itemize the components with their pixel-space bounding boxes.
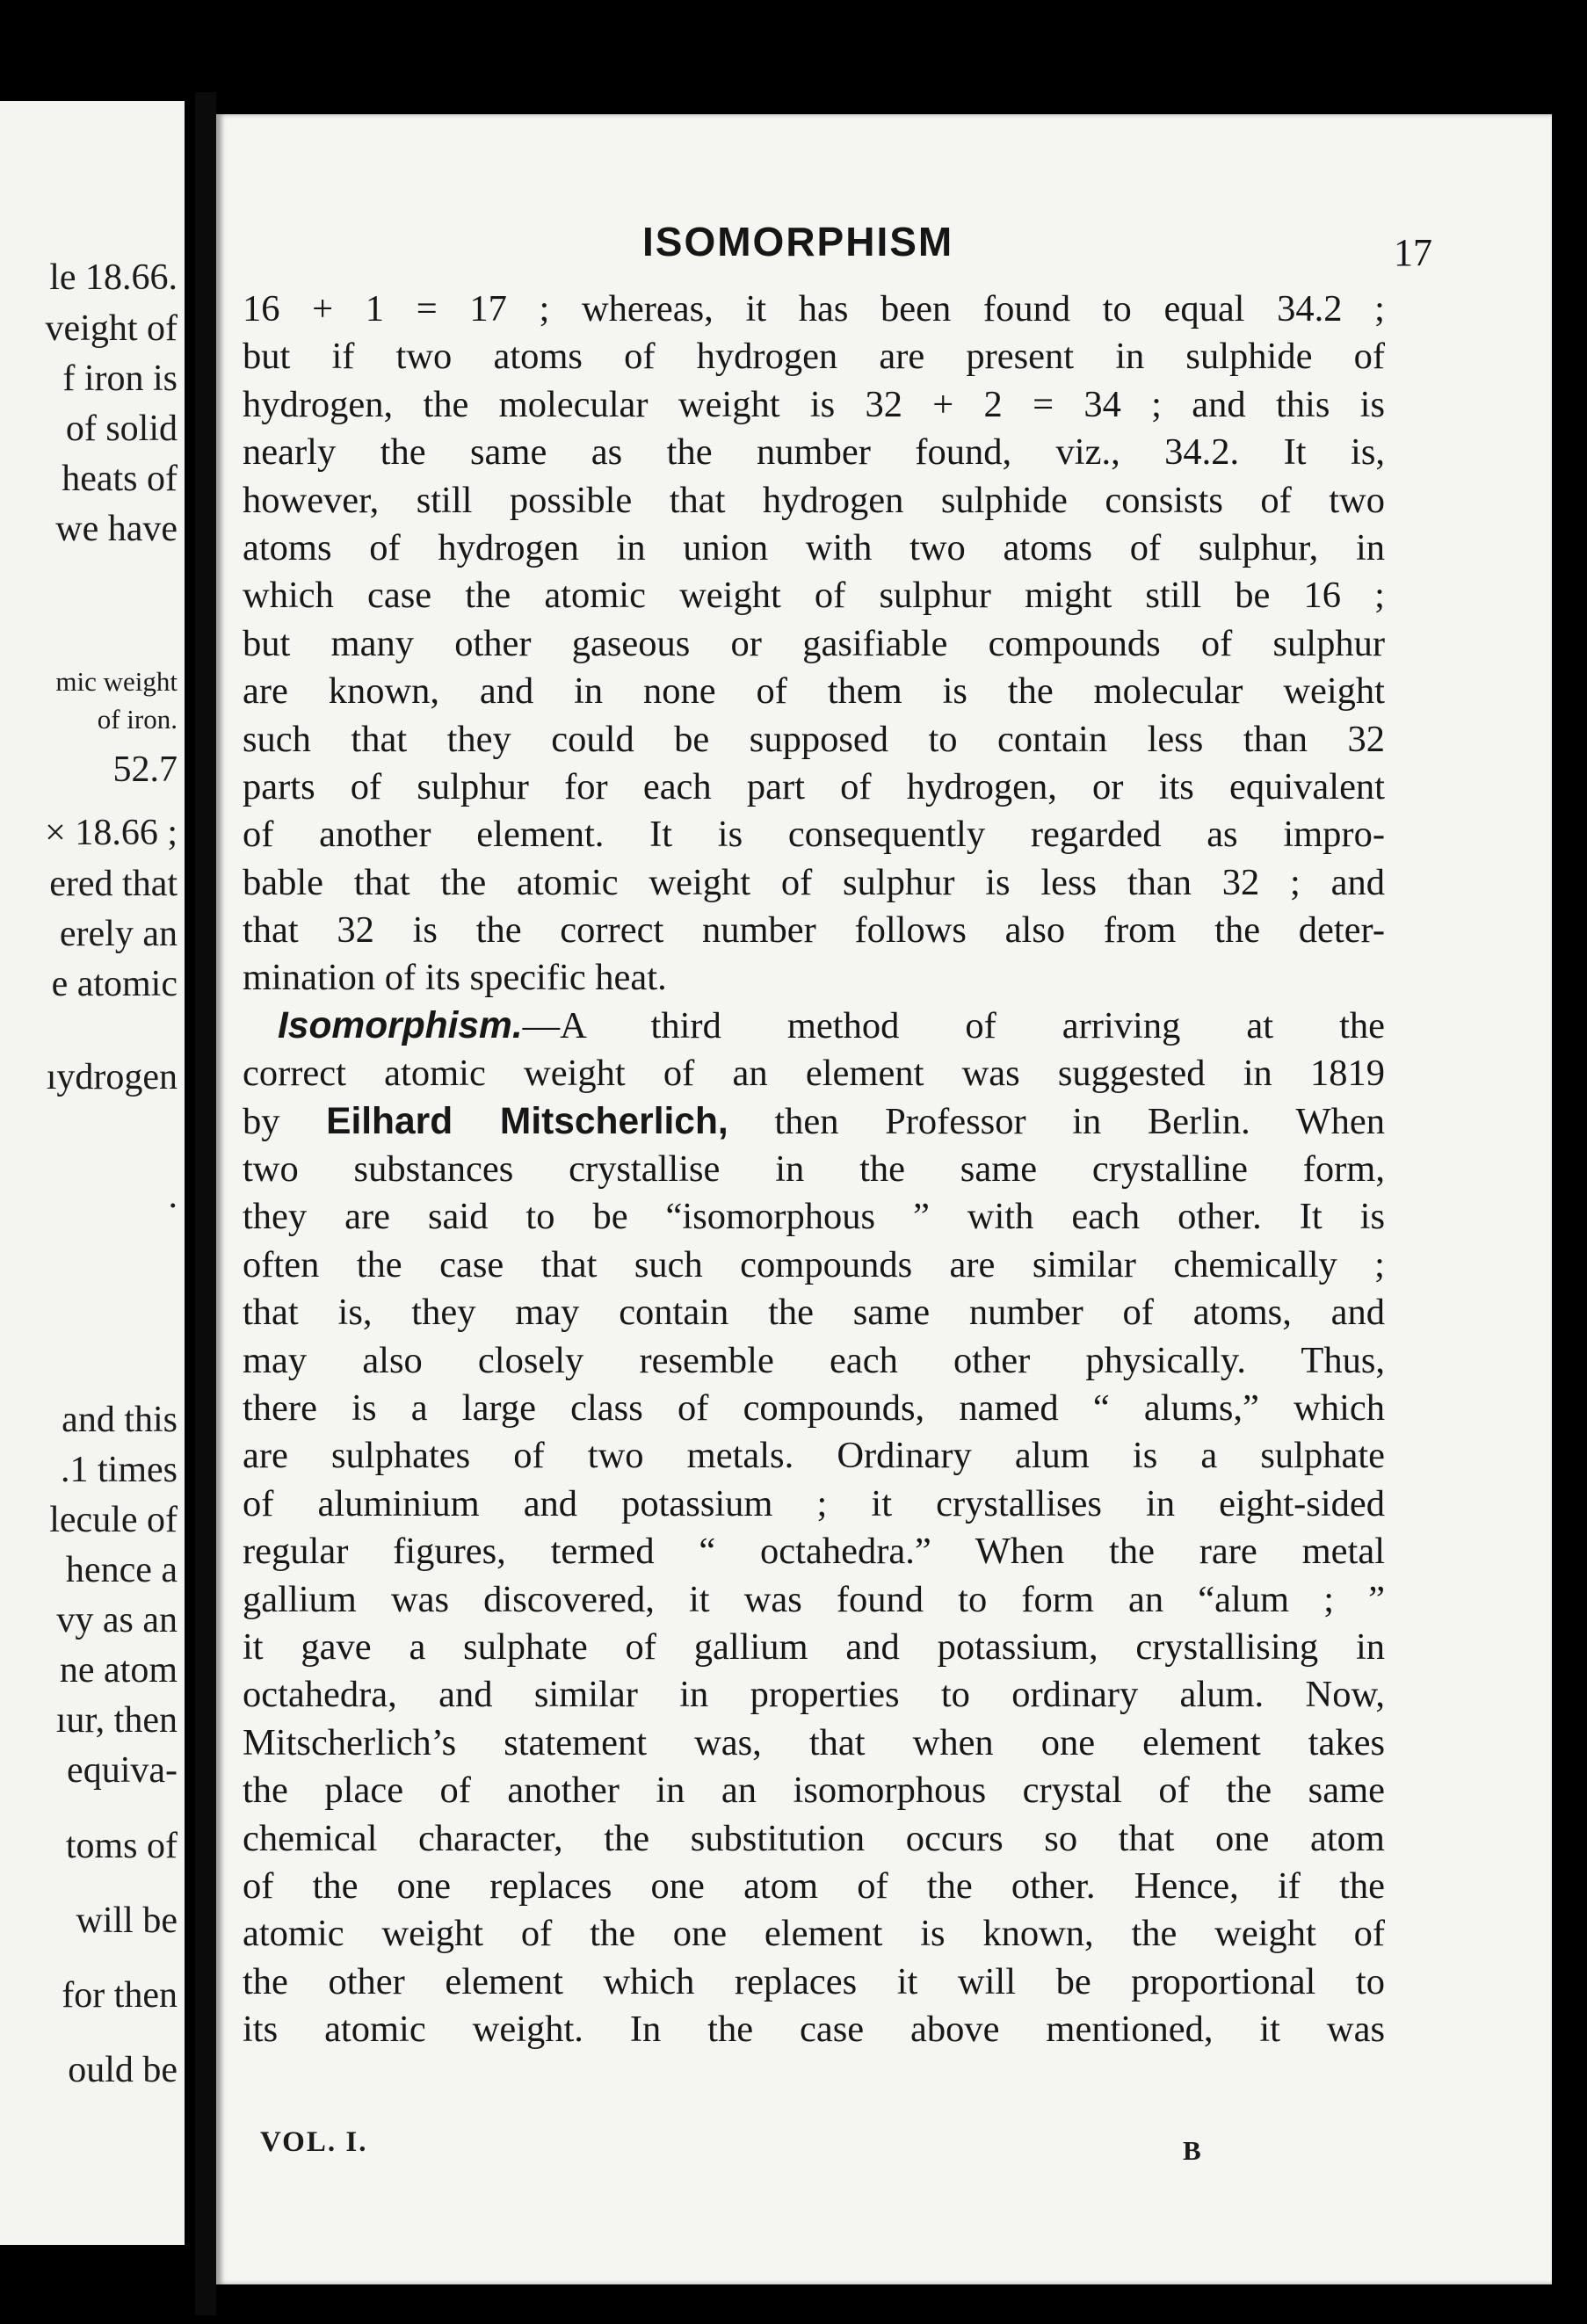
text-line: of another element. It is consequently regarded as impro- xyxy=(243,814,1385,856)
left-page-line: × 18.66 ; xyxy=(45,813,178,853)
text-line: however, still possible that hydrogen sulphide consists of two xyxy=(243,479,1385,521)
section-heading: Isomorphism. xyxy=(278,1004,523,1046)
running-head xyxy=(216,218,1552,274)
text-line: its atomic weight. In the case above mentioned, it was xyxy=(243,2009,1385,2051)
left-page-line: .1 times xyxy=(61,1450,178,1490)
volume-footer: VOL. I. xyxy=(260,2126,368,2158)
text-line: that is, they may contain the same number of atoms, and xyxy=(243,1292,1385,1334)
text-line: atoms of hydrogen in union with two atoms of sulphur, in xyxy=(243,526,1385,568)
left-page-line: equiva- xyxy=(67,1750,178,1791)
page-number: 17 xyxy=(1394,231,1432,274)
text-line: mination of its specific heat. xyxy=(243,957,667,999)
text-line: Mitscherlich’s statement was, that when one element takes xyxy=(243,1721,1385,1763)
text-line: are sulphates of two metals. Ordinary alum is a sulphate xyxy=(243,1435,1385,1477)
left-page-line: ıydrogen xyxy=(46,1057,178,1097)
text-fragment: —A third method of arriving at the xyxy=(522,1004,1385,1046)
text-line: but if two atoms of hydrogen are present in sulphide of xyxy=(243,336,1385,378)
text-line: regular figures, termed “ octahedra.” When the rare metal xyxy=(243,1531,1385,1573)
left-page-line: veight of xyxy=(45,308,178,349)
book-page xyxy=(216,114,1552,2284)
text-line: gallium was discovered, it was found to form an “alum ; ” xyxy=(243,1578,1385,1620)
text-line: it gave a sulphate of gallium and potassium, crystallising in xyxy=(243,1625,1385,1668)
left-page-line: we have xyxy=(55,509,178,549)
left-page-line: ered that xyxy=(49,864,178,904)
running-title: ISOMORPHISM xyxy=(642,219,954,264)
text-line: of the one replaces one atom of the other. Hence, if the xyxy=(243,1864,1385,1907)
text-line: nearly the same as the number found, viz., 34.2. It is, xyxy=(243,431,1385,474)
left-page-line: of iron. xyxy=(97,704,178,735)
text-line: atomic weight of the one element is known, the weight of xyxy=(243,1913,1385,1955)
left-page-line: hence a xyxy=(65,1550,178,1590)
book-gutter xyxy=(195,92,216,2315)
text-line: such that they could be supposed to contain less than 32 xyxy=(243,718,1385,760)
text-line: may also closely resemble each other physically. Thus, xyxy=(243,1339,1385,1381)
left-page-line: e atomic xyxy=(51,964,178,1004)
text-line: often the case that such compounds are similar chemically ; xyxy=(243,1243,1385,1285)
paragraph-heading-line xyxy=(243,1003,1385,1050)
text-line: 16 + 1 = 17 ; whereas, it has been found to equal 34.2 ; xyxy=(243,288,1385,329)
text-line: there is a large class of compounds, named “ alums,” which xyxy=(243,1386,1385,1429)
text-line: are known, and in none of them is the molecular weight xyxy=(243,670,1385,713)
text-line: parts of sulphur for each part of hydrogen, or its equivalent xyxy=(243,765,1385,807)
signature-mark: B xyxy=(1183,2135,1201,2166)
person-name: Eilhard Mitscherlich, xyxy=(326,1100,728,1142)
left-facing-page xyxy=(0,101,185,2245)
body-text xyxy=(243,286,1385,2053)
left-page-line: . xyxy=(168,1176,178,1216)
text-line xyxy=(243,1098,1385,1146)
left-page-line: ıur, then xyxy=(55,1700,178,1741)
left-page-line: 52.7 xyxy=(112,749,178,790)
left-page-line: mic weight xyxy=(55,666,178,697)
text-fragment: by xyxy=(243,1100,280,1142)
text-line: hydrogen, the molecular weight is 32 + 2 = 34 ; and this is xyxy=(243,383,1385,425)
text-line: octahedra, and similar in properties to ordinary alum. Now, xyxy=(243,1674,1385,1716)
text-line: chemical character, the substitution occurs so that one atom xyxy=(243,1817,1385,1859)
text-line: the place of another in an isomorphous crystal of the same xyxy=(243,1770,1385,1812)
left-page-line: vy as an xyxy=(56,1600,178,1640)
left-page-line: and this xyxy=(62,1400,178,1440)
left-page-line: of solid xyxy=(65,409,178,449)
left-page-line: toms of xyxy=(65,1826,178,1866)
text-line: which case the atomic weight of sulphur might still be 16 ; xyxy=(243,575,1385,617)
left-page-line: will be xyxy=(76,1900,178,1941)
text-line: correct atomic weight of an element was suggested in 1819 xyxy=(243,1053,1385,1095)
left-page-line: ne atom xyxy=(59,1650,178,1691)
left-page-line: heats of xyxy=(62,459,178,499)
text-line: bable that the atomic weight of sulphur is less than 32 ; and xyxy=(243,861,1385,903)
left-page-line: lecule of xyxy=(49,1500,178,1540)
left-page-line: le 18.66. xyxy=(49,257,178,298)
text-line: two substances crystallise in the same crystalline form, xyxy=(243,1148,1385,1191)
left-page-line: for then xyxy=(62,1975,178,2016)
text-line: that 32 is the correct number follows also from the deter- xyxy=(243,909,1385,952)
left-page-line: ould be xyxy=(68,2050,178,2090)
text-fragment: then Professor in Berlin. When xyxy=(774,1100,1385,1142)
text-line: but many other gaseous or gasifiable compounds of sulphur xyxy=(243,622,1385,664)
text-line: they are said to be “isomorphous ” with each other. It is xyxy=(243,1196,1385,1238)
text-line: of aluminium and potassium ; it crystallises in eight-sided xyxy=(243,1482,1385,1524)
left-page-line: erely an xyxy=(59,914,178,954)
left-page-line: f iron is xyxy=(62,358,178,399)
text-line: the other element which replaces it will be proportional to xyxy=(243,1960,1385,2002)
